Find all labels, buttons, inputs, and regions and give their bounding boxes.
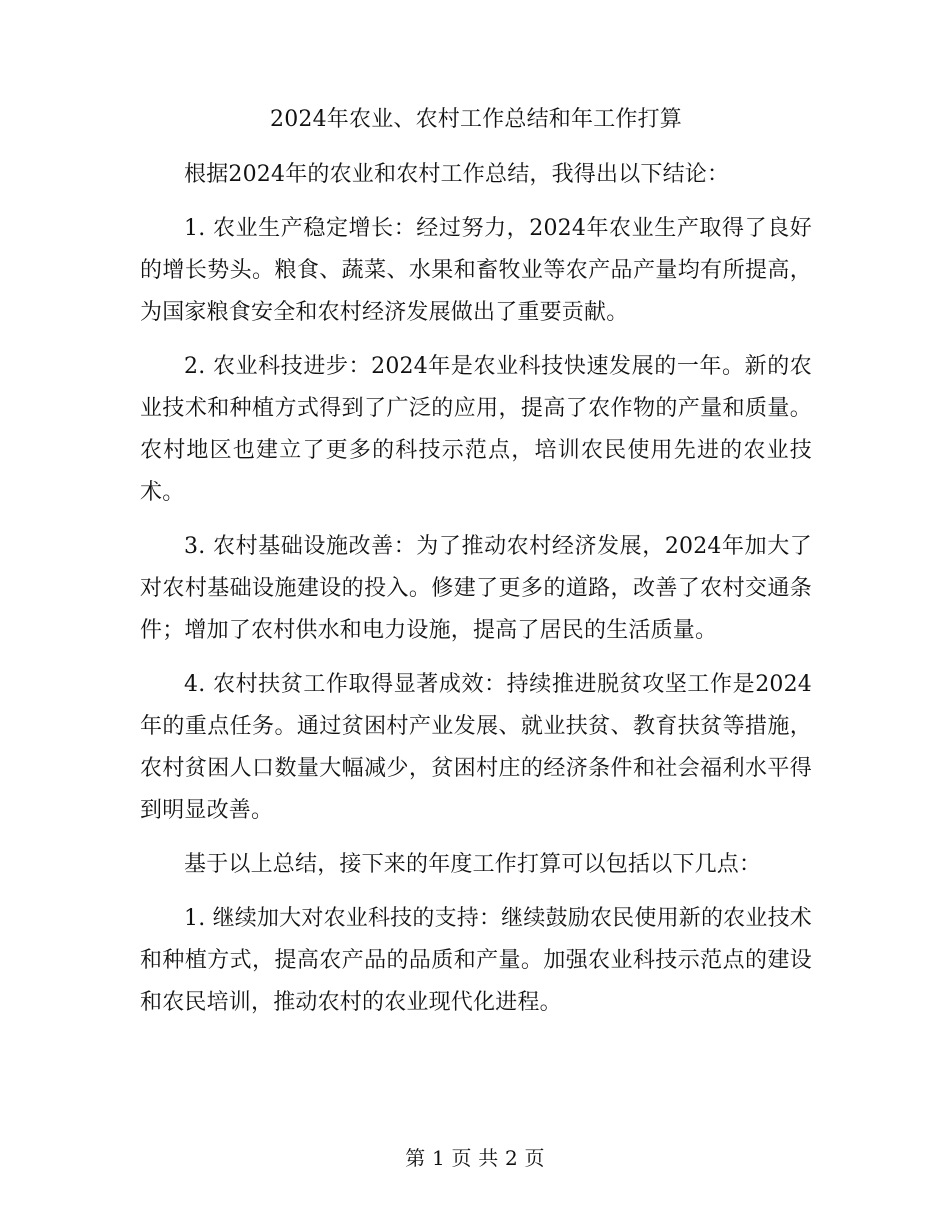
document-title: 2024年农业、农村工作总结和年工作打算 xyxy=(270,107,682,132)
summary-item-3: 3. 农村基础设施改善：为了推动农村经济发展，2024年加大了对农村基础设施建设的投入。修建了更多的道路，改善了农村交通条件；增加了农村供水和电力设施，提高了居民的生活质量。 xyxy=(140,534,812,643)
page-footer: 第 1 页 共 2 页 xyxy=(405,1146,545,1170)
plan-intro-paragraph: 基于以上总结，接下来的年度工作打算可以包括以下几点： xyxy=(184,852,762,877)
summary-item-2: 2. 农业科技进步：2024年是农业科技快速发展的一年。新的农业技术和种植方式得到了广泛的应用，提高了农作物的产量和质量。农村地区也建立了更多的科技示范点，培训农民使用先进的农业技术。 xyxy=(140,354,812,505)
plan-item-1: 1. 继续加大对农业科技的支持：继续鼓励农民使用新的农业技术和种植方式，提高农产品的品质和产量。加强农业科技示范点的建设和农民培训，推动农村的农业现代化进程。 xyxy=(140,906,812,1015)
summary-item-4: 4. 农村扶贫工作取得显著成效：持续推进脱贫攻坚工作是2024年的重点任务。通过贫困村产业发展、就业扶贫、教育扶贫等措施，农村贫困人口数量大幅减少，贫困村庄的经济条件和社会福利水平得到明显改善。 xyxy=(140,672,812,823)
document-content xyxy=(140,104,812,1024)
intro-paragraph: 根据2024年的农业和农村工作总结，我得出以下结论： xyxy=(184,162,730,187)
summary-item-1: 1. 农业生产稳定增长：经过努力，2024年农业生产取得了良好的增长势头。粮食、蔬菜、水果和畜牧业等农产品产量均有所提高，为国家粮食安全和农村经济发展做出了重要贡献。 xyxy=(140,216,812,325)
